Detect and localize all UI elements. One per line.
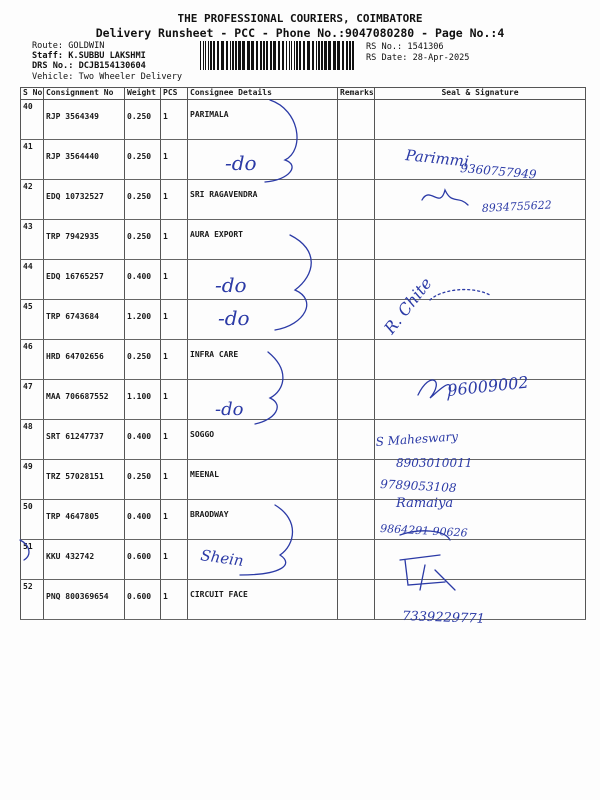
row-sno: 50 (21, 500, 44, 540)
phone-49: 9789053108 (379, 477, 457, 495)
barcode-bar (213, 41, 215, 70)
barcode-bar (242, 41, 245, 70)
barcode-bar (307, 41, 310, 70)
table-row (21, 140, 586, 180)
row-pcs: 1 (161, 380, 188, 420)
barcode-bar (299, 41, 301, 70)
row-signature (375, 580, 586, 620)
col-consignee: Consignee Details (188, 88, 338, 100)
row-sno: 49 (21, 460, 44, 500)
signature-49: Ramaiya (396, 496, 454, 511)
row-consignee: INFRA CARE (188, 340, 338, 380)
ditto-47: -do (215, 399, 244, 420)
barcode-bar (342, 41, 344, 70)
table-row (21, 300, 586, 340)
barcode-bar (263, 41, 265, 70)
col-pcs: PCS (161, 88, 188, 100)
row-consignee (188, 260, 338, 300)
barcode-bar (282, 41, 284, 70)
drs-number: DRS No.: DCJB154130604 (32, 61, 146, 71)
row-consignee (188, 380, 338, 420)
row-remarks (338, 580, 375, 620)
barcode-bar (278, 41, 280, 70)
staff-label: Staff: K.SUBBU LAKSHMI (32, 51, 146, 61)
row-sno: 43 (21, 220, 44, 260)
row-pcs: 1 (161, 460, 188, 500)
row-signature (375, 100, 586, 140)
row-signature (375, 420, 586, 460)
row-sno: 41 (21, 140, 44, 180)
row-consignment-no: PNQ 800369654 (44, 580, 125, 620)
barcode-bar (230, 41, 231, 70)
row-sno: 42 (21, 180, 44, 220)
barcode-bar (333, 41, 336, 70)
barcode-bar (289, 41, 290, 70)
row-consignment-no: TRP 4647805 (44, 500, 125, 540)
row-remarks (338, 260, 375, 300)
phone-50: 9864291 90626 (379, 522, 468, 540)
barcode-bar (205, 41, 206, 70)
barcode-bar (303, 41, 305, 70)
row-remarks (338, 540, 375, 580)
row-weight: 0.400 (125, 420, 161, 460)
row-consignee: CIRCUIT FACE (188, 580, 338, 620)
row-consignee (188, 300, 338, 340)
phone-41: 9360757949 (459, 161, 538, 182)
barcode-bar (260, 41, 262, 70)
row-remarks (338, 300, 375, 340)
row-weight: 0.250 (125, 220, 161, 260)
row-pcs: 1 (161, 540, 188, 580)
row-weight: 1.100 (125, 380, 161, 420)
row-signature (375, 340, 586, 380)
row-signature (375, 380, 586, 420)
barcode (200, 41, 358, 70)
row-remarks (338, 380, 375, 420)
barcode-bar (256, 41, 258, 70)
barcode-bar (217, 41, 219, 70)
row-pcs: 1 (161, 260, 188, 300)
barcode-bar (296, 41, 298, 70)
row-weight: 0.250 (125, 340, 161, 380)
row-signature (375, 300, 586, 340)
row-remarks (338, 220, 375, 260)
table-row (21, 540, 586, 580)
col-remarks: Remarks (338, 88, 375, 100)
barcode-bar (346, 41, 348, 70)
ditto-44: -do (215, 273, 247, 297)
barcode-bar (232, 41, 234, 70)
row-weight: 0.400 (125, 260, 161, 300)
table-header-row (21, 88, 586, 100)
table-row (21, 460, 586, 500)
vehicle-label: Vehicle: Two Wheeler Delivery (32, 72, 183, 82)
barcode-bar (238, 41, 241, 70)
table-row (21, 420, 586, 460)
row-weight: 0.250 (125, 140, 161, 180)
barcode-bar (352, 41, 354, 70)
barcode-bar (208, 41, 209, 70)
rs-number: RS No.: 1541306 (366, 42, 444, 52)
company-name: THE PROFESSIONAL COURIERS, COIMBATORE (177, 12, 423, 25)
runsheet-title: Delivery Runsheet - PCC - Phone No.:9047080280 - Page No.:4 (95, 26, 505, 40)
row-consignment-no: TRZ 57028151 (44, 460, 125, 500)
table-row (21, 580, 586, 620)
barcode-bar (266, 41, 268, 70)
barcode-bar (324, 41, 327, 70)
row-pcs: 1 (161, 300, 188, 340)
col-weight: Weight (125, 88, 161, 100)
barcode-bar (321, 41, 323, 70)
col-signature: Seal & Signature (375, 88, 586, 100)
row-consignee: AURA EXPORT (188, 220, 338, 260)
col-sno: S No (21, 88, 44, 100)
row-signature (375, 180, 586, 220)
row-consignment-no: TRP 6743684 (44, 300, 125, 340)
barcode-bar (203, 41, 204, 70)
table-row (21, 260, 586, 300)
row-remarks (338, 500, 375, 540)
row-consignee (188, 540, 338, 580)
row-weight: 0.600 (125, 540, 161, 580)
barcode-bar (251, 41, 254, 70)
row-consignment-no: MAA 706687552 (44, 380, 125, 420)
barcode-bar (328, 41, 331, 70)
row-sno: 46 (21, 340, 44, 380)
col-consignment: Consignment No (44, 88, 125, 100)
ditto-45: -do (218, 306, 250, 330)
barcode-bar (291, 41, 292, 70)
row-pcs: 1 (161, 100, 188, 140)
row-pcs: 1 (161, 340, 188, 380)
table-row (21, 500, 586, 540)
barcode-bar (226, 41, 228, 70)
row-sno: 51 (21, 540, 44, 580)
barcode-bar (221, 41, 224, 70)
barcode-bar (318, 41, 320, 70)
barcode-bar (247, 41, 250, 70)
row-sno: 47 (21, 380, 44, 420)
barcode-bar (273, 41, 276, 70)
row-consignment-no: TRP 7942935 (44, 220, 125, 260)
rs-date: RS Date: 28-Apr-2025 (366, 53, 470, 63)
row-signature (375, 220, 586, 260)
row-consignment-no: EDQ 16765257 (44, 260, 125, 300)
row-sno: 48 (21, 420, 44, 460)
row-weight: 0.250 (125, 100, 161, 140)
barcode-bar (316, 41, 317, 70)
row-consignee: BRAODWAY (188, 500, 338, 540)
phone-42: 8934755622 (481, 198, 553, 215)
row-consignment-no: SRT 61247737 (44, 420, 125, 460)
row-consignment-no: KKU 432742 (44, 540, 125, 580)
barcode-bar (235, 41, 237, 70)
row-consignee: SOGGO (188, 420, 338, 460)
row-consignment-no: RJP 3564440 (44, 140, 125, 180)
row-remarks (338, 460, 375, 500)
row-consignee (188, 140, 338, 180)
row-consignment-no: HRD 64702656 (44, 340, 125, 380)
phone-47: 96009002 (446, 372, 530, 400)
table-row (21, 380, 586, 420)
row-consignee: SRI RAGAVENDRA (188, 180, 338, 220)
row-signature (375, 460, 586, 500)
table-row (21, 220, 586, 260)
signature-48: S Maheswary (375, 429, 459, 449)
signature-44: R. Chite (380, 273, 436, 338)
row-signature (375, 260, 586, 300)
row-weight: 1.200 (125, 300, 161, 340)
row-weight: 0.250 (125, 460, 161, 500)
row-signature (375, 500, 586, 540)
row-pcs: 1 (161, 580, 188, 620)
row-consignee: MEENAL (188, 460, 338, 500)
row-weight: 0.600 (125, 580, 161, 620)
barcode-bar (286, 41, 287, 70)
runsheet-table (20, 87, 586, 620)
barcode-bar (312, 41, 314, 70)
row-consignment-no: EDQ 10732527 (44, 180, 125, 220)
row-pcs: 1 (161, 220, 188, 260)
route-label: Route: GOLDWIN (32, 41, 105, 51)
barcode-bar (337, 41, 340, 70)
row-pcs: 1 (161, 140, 188, 180)
row-weight: 0.400 (125, 500, 161, 540)
phone-48: 8903010011 (396, 456, 473, 470)
barcode-bar (294, 41, 295, 70)
row-consignment-no: RJP 3564349 (44, 100, 125, 140)
ditto-41: -do (225, 151, 257, 175)
row-sno: 52 (21, 580, 44, 620)
row-remarks (338, 100, 375, 140)
row-remarks (338, 340, 375, 380)
barcode-bar (200, 41, 201, 70)
table-row (21, 100, 586, 140)
barcode-bar (270, 41, 272, 70)
row-signature (375, 540, 586, 580)
row-sno: 44 (21, 260, 44, 300)
row-pcs: 1 (161, 180, 188, 220)
row-remarks (338, 420, 375, 460)
row-signature (375, 140, 586, 180)
barcode-bar (210, 41, 212, 70)
row-remarks (338, 180, 375, 220)
table-row (21, 180, 586, 220)
barcode-bar (349, 41, 351, 70)
row-consignee: PARIMALA (188, 100, 338, 140)
row-pcs: 1 (161, 500, 188, 540)
row-weight: 0.250 (125, 180, 161, 220)
row-remarks (338, 140, 375, 180)
signature-51: Shein (199, 546, 245, 570)
table-row (21, 340, 586, 380)
phone-52: 7339229771 (401, 609, 486, 627)
row-sno: 45 (21, 300, 44, 340)
row-pcs: 1 (161, 420, 188, 460)
signature-41: Parimmi (404, 146, 470, 171)
row-sno: 40 (21, 100, 44, 140)
